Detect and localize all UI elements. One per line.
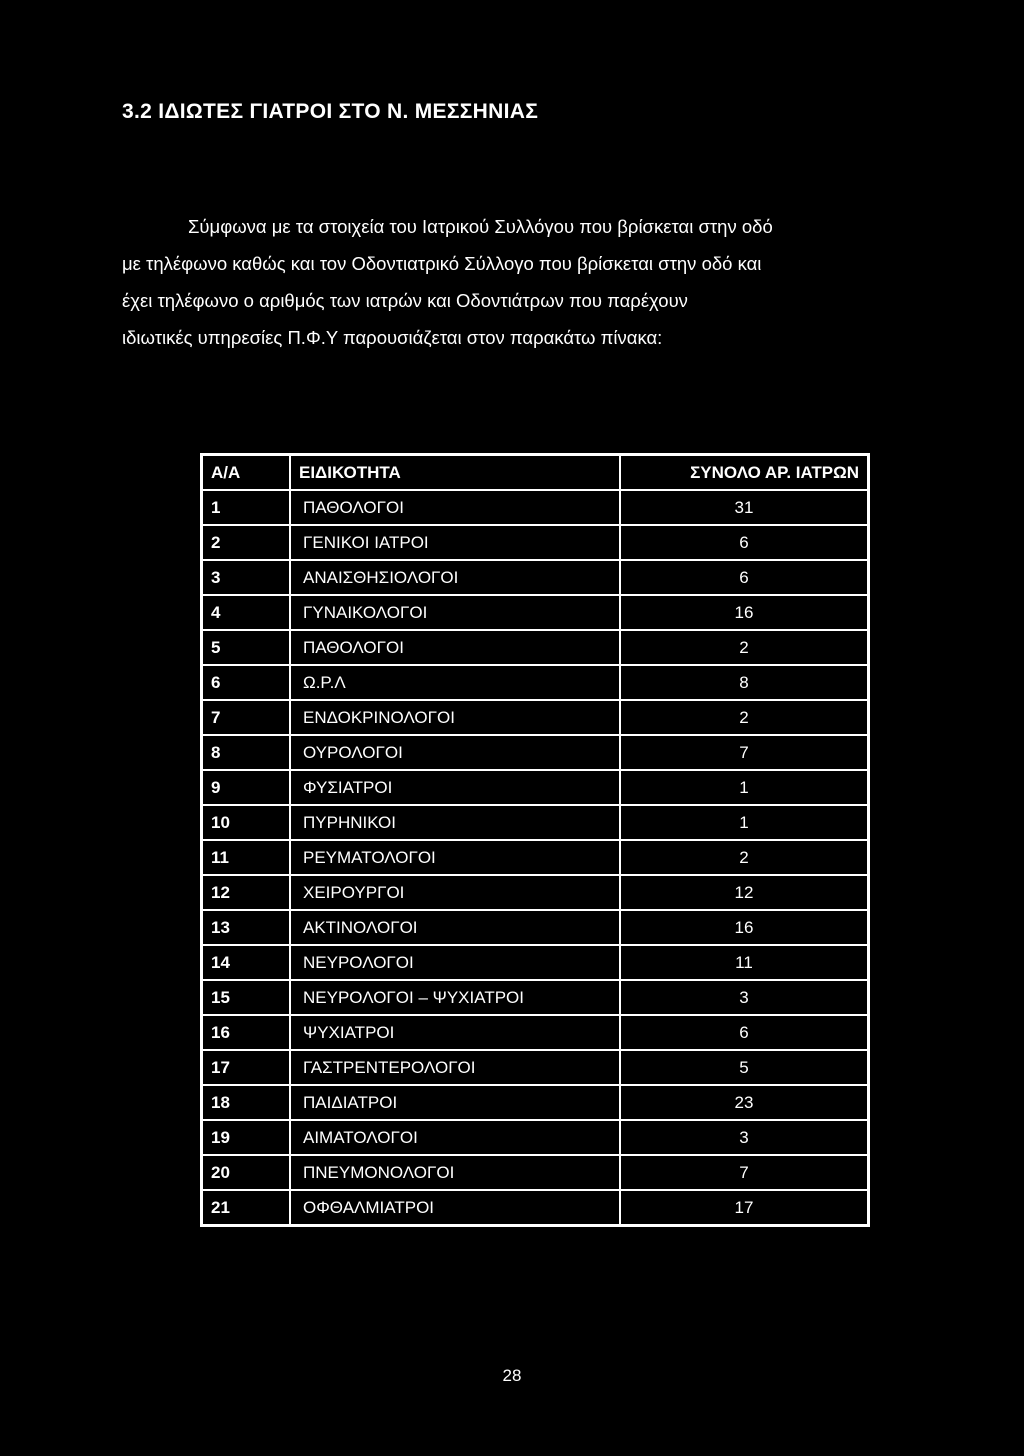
row-total: 11 bbox=[620, 945, 869, 980]
row-specialty: ΦΥΣΙΑΤΡΟΙ bbox=[290, 770, 620, 805]
row-index: 17 bbox=[202, 1050, 291, 1085]
header-index: Α/Α bbox=[202, 455, 291, 491]
row-total: 6 bbox=[620, 525, 869, 560]
table-row bbox=[202, 910, 869, 945]
table-row bbox=[202, 1085, 869, 1120]
row-total: 12 bbox=[620, 875, 869, 910]
header-specialty: ΕΙΔΙΚΟΤΗΤΑ bbox=[290, 455, 620, 491]
table-body bbox=[202, 490, 869, 1226]
row-specialty: Ω.Ρ.Λ bbox=[290, 665, 620, 700]
table-row bbox=[202, 665, 869, 700]
row-total: 2 bbox=[620, 630, 869, 665]
table-header-row bbox=[202, 455, 869, 491]
row-specialty: ΨΥΧΙΑΤΡΟΙ bbox=[290, 1015, 620, 1050]
row-specialty: ΠΝΕΥΜΟΝΟΛΟΓΟΙ bbox=[290, 1155, 620, 1190]
table-row bbox=[202, 490, 869, 525]
row-index: 8 bbox=[202, 735, 291, 770]
table-row bbox=[202, 1015, 869, 1050]
row-specialty: ΟΥΡΟΛΟΓΟΙ bbox=[290, 735, 620, 770]
table-row bbox=[202, 1050, 869, 1085]
row-specialty: ΓΕΝΙΚΟΙ ΙΑΤΡΟΙ bbox=[290, 525, 620, 560]
row-index: 15 bbox=[202, 980, 291, 1015]
row-total: 5 bbox=[620, 1050, 869, 1085]
row-total: 23 bbox=[620, 1085, 869, 1120]
table-row bbox=[202, 560, 869, 595]
table-row bbox=[202, 1190, 869, 1226]
row-total: 8 bbox=[620, 665, 869, 700]
table-row bbox=[202, 525, 869, 560]
table-row bbox=[202, 1155, 869, 1190]
row-index: 12 bbox=[202, 875, 291, 910]
row-total: 16 bbox=[620, 910, 869, 945]
paragraph-line: ιδιωτικές υπηρεσίες Π.Φ.Υ παρουσιάζεται στον παρακάτω πίνακα: bbox=[122, 327, 663, 348]
row-specialty: ΠΥΡΗΝΙΚΟΙ bbox=[290, 805, 620, 840]
row-total: 3 bbox=[620, 980, 869, 1015]
row-index: 14 bbox=[202, 945, 291, 980]
row-specialty: ΓΥΝΑΙΚΟΛΟΓΟΙ bbox=[290, 595, 620, 630]
row-index: 2 bbox=[202, 525, 291, 560]
section-heading: 3.2 ΙΔΙΩΤΕΣ ΓΙΑΤΡΟΙ ΣΤΟ Ν. ΜΕΣΣΗΝΙΑΣ bbox=[122, 100, 539, 123]
row-index: 20 bbox=[202, 1155, 291, 1190]
row-index: 6 bbox=[202, 665, 291, 700]
table-row bbox=[202, 770, 869, 805]
row-index: 10 bbox=[202, 805, 291, 840]
row-total: 31 bbox=[620, 490, 869, 525]
row-index: 7 bbox=[202, 700, 291, 735]
row-total: 6 bbox=[620, 560, 869, 595]
paragraph-line: έχει τηλέφωνο ο αριθμός των ιατρών και Οδοντιάτρων που παρέχουν bbox=[122, 290, 688, 311]
row-total: 1 bbox=[620, 770, 869, 805]
row-specialty: ΕΝΔΟΚΡΙΝΟΛΟΓΟΙ bbox=[290, 700, 620, 735]
row-total: 17 bbox=[620, 1190, 869, 1226]
row-specialty: ΓΑΣΤΡΕΝΤΕΡΟΛΟΓΟΙ bbox=[290, 1050, 620, 1085]
row-specialty: ΑΚΤΙΝΟΛΟΓΟΙ bbox=[290, 910, 620, 945]
row-specialty: ΝΕΥΡΟΛΟΓΟΙ – ΨΥΧΙΑΤΡΟΙ bbox=[290, 980, 620, 1015]
row-index: 19 bbox=[202, 1120, 291, 1155]
header-total: ΣΥΝΟΛΟ ΑΡ. ΙΑΤΡΩΝ bbox=[620, 455, 869, 491]
table-row bbox=[202, 700, 869, 735]
row-total: 6 bbox=[620, 1015, 869, 1050]
row-total: 16 bbox=[620, 595, 869, 630]
row-total: 2 bbox=[620, 700, 869, 735]
row-specialty: ΠΑΙΔΙΑΤΡΟΙ bbox=[290, 1085, 620, 1120]
paragraph-line: με τηλέφωνο καθώς και τον Οδοντιατρικό Σύλλογο που βρίσκεται στην οδό και bbox=[122, 253, 762, 274]
row-specialty: ΑΝΑΙΣΘΗΣΙΟΛΟΓΟΙ bbox=[290, 560, 620, 595]
table-row bbox=[202, 840, 869, 875]
row-specialty: ΝΕΥΡΟΛΟΓΟΙ bbox=[290, 945, 620, 980]
table-row bbox=[202, 630, 869, 665]
row-index: 3 bbox=[202, 560, 291, 595]
row-index: 13 bbox=[202, 910, 291, 945]
row-specialty: ΠΑΘΟΛΟΓΟΙ bbox=[290, 490, 620, 525]
table-row bbox=[202, 980, 869, 1015]
row-index: 1 bbox=[202, 490, 291, 525]
table-row bbox=[202, 1120, 869, 1155]
table-row bbox=[202, 805, 869, 840]
table-row bbox=[202, 595, 869, 630]
row-index: 5 bbox=[202, 630, 291, 665]
row-specialty: ΠΑΘΟΛΟΓΟΙ bbox=[290, 630, 620, 665]
row-index: 21 bbox=[202, 1190, 291, 1226]
row-index: 4 bbox=[202, 595, 291, 630]
row-index: 9 bbox=[202, 770, 291, 805]
row-total: 1 bbox=[620, 805, 869, 840]
paragraph-line: Σύμφωνα με τα στοιχεία του Ιατρικού Συλλόγου που βρίσκεται στην οδό bbox=[188, 216, 773, 237]
row-specialty: ΧΕΙΡΟΥΡΓΟΙ bbox=[290, 875, 620, 910]
row-specialty: ΟΦΘΑΛΜΙΑΤΡΟΙ bbox=[290, 1190, 620, 1226]
intro-paragraph bbox=[122, 208, 890, 356]
table-row bbox=[202, 945, 869, 980]
row-index: 16 bbox=[202, 1015, 291, 1050]
table-row bbox=[202, 735, 869, 770]
row-total: 7 bbox=[620, 1155, 869, 1190]
row-index: 18 bbox=[202, 1085, 291, 1120]
row-index: 11 bbox=[202, 840, 291, 875]
row-total: 3 bbox=[620, 1120, 869, 1155]
row-total: 2 bbox=[620, 840, 869, 875]
row-total: 7 bbox=[620, 735, 869, 770]
doctors-table bbox=[200, 453, 870, 1227]
row-specialty: ΡΕΥΜΑΤΟΛΟΓΟΙ bbox=[290, 840, 620, 875]
page-number: 28 bbox=[502, 1366, 522, 1385]
row-specialty: ΑΙΜΑΤΟΛΟΓΟΙ bbox=[290, 1120, 620, 1155]
table-row bbox=[202, 875, 869, 910]
